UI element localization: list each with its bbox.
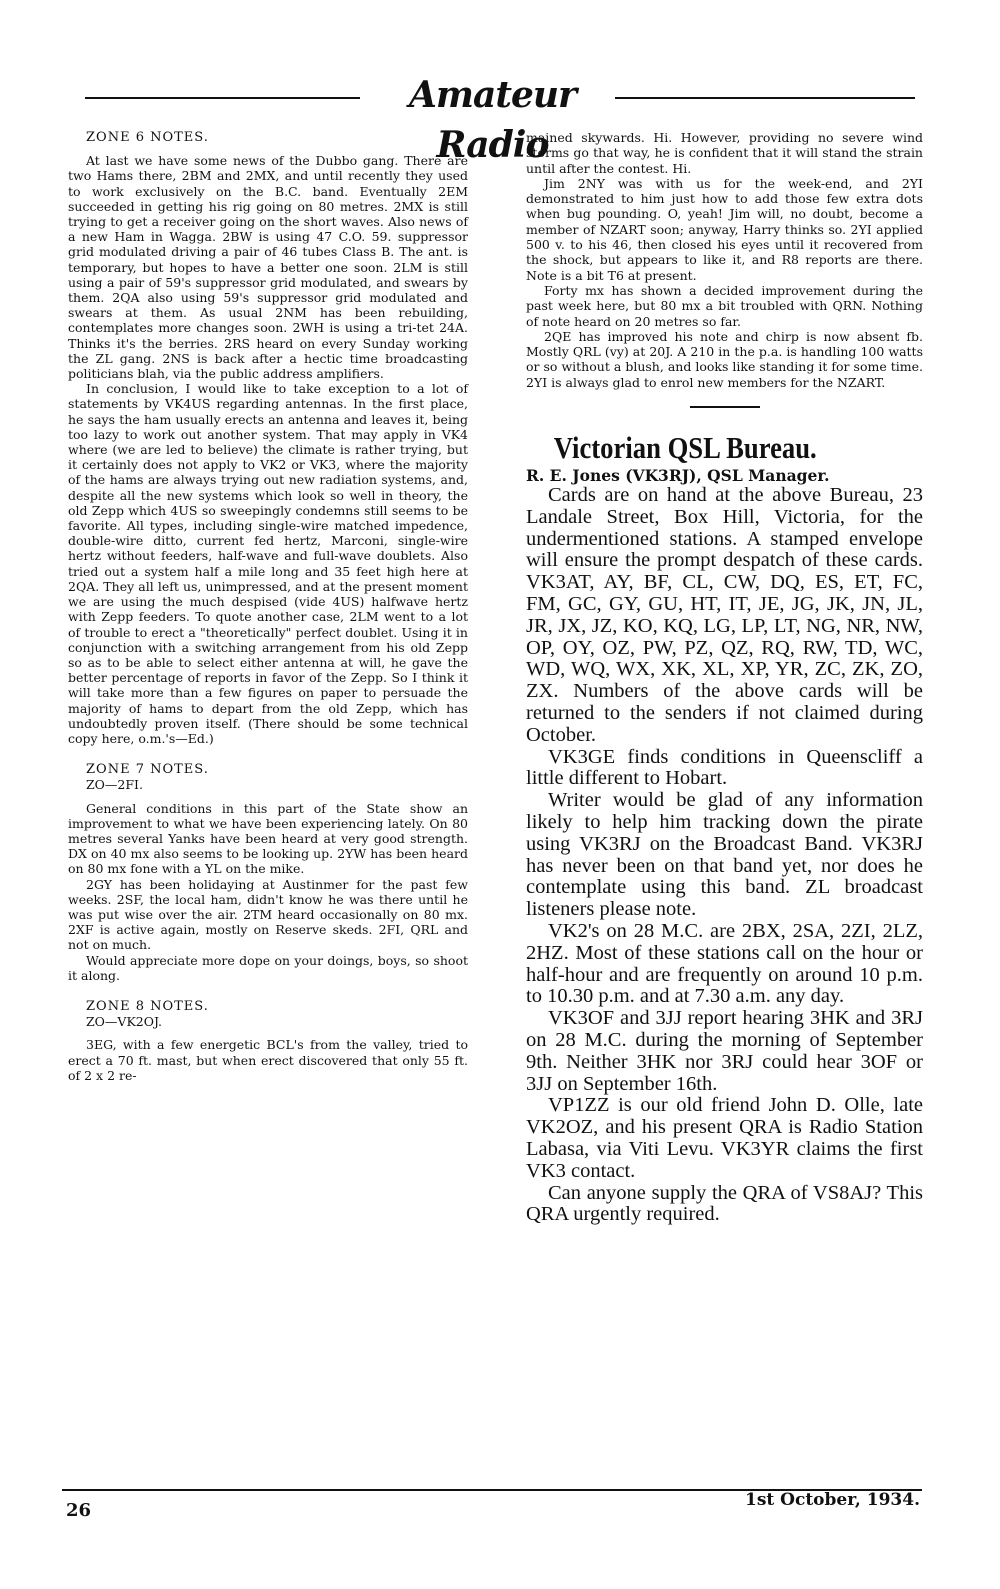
right-column [526, 130, 923, 1226]
continued-paragraph: Forty mx has shown a decided improvement during the past week here, but 80 mx a bit troubled with QRN. Nothing of note heard on 20 metres so far. [526, 282, 923, 329]
bureau-title: Victorian QSL Bureau. [553, 430, 817, 466]
zone8-subhead: ZO—VK2OJ. [86, 1014, 163, 1030]
zone7-paragraph: Would appreciate more dope on your doings, boys, so shoot it along. [68, 952, 468, 983]
bureau-paragraph: VK3OF and 3JJ report hearing 3HK and 3RJ on 28 M.C. during the morning of September 9th. Neither 3HK nor 3RJ could hear 3OF or 3JJ on September 16th. [526, 1007, 923, 1095]
bureau-body [526, 485, 923, 1226]
issue-date: 1st October, 1934. [744, 1490, 920, 1510]
zone6-heading: ZONE 6 NOTES. [86, 130, 209, 145]
zone7-paragraph: 2GY has been holidaying at Austinmer for the past few weeks. 2SF, the local ham, didn't know he was there until he was put wise over the air. 2TM heard occasionally on 80 mx. 2XF is active again, mostly on Reserve skeds. 2FI, QRL and not on much. [68, 876, 468, 953]
bureau-manager: R. E. Jones (VK3RJ), QSL Manager. [526, 466, 830, 486]
masthead-rule-left [85, 97, 360, 99]
zone8-heading: ZONE 8 NOTES. [86, 998, 209, 1014]
bureau-paragraph: Cards are on hand at the above Bureau, 23 Landale Street, Box Hill, Victoria, for the undermentioned stations. A stamped envelope will ensure the prompt despatch of these cards. VK3AT, AY, BF, CL, CW, DQ, ES, ET, FC, FM, GC, GY, GU, HT, IT, JE, JG, JK, JN, JL, JR, JX, JZ, KO, KQ, LG, LP, LT, NG, NR, NW, OP, OY, OZ, PW, PZ, QZ, RQ, RW, TD, WC, WD, WQ, WX, XK, XL, XP, YR, ZC, ZK, ZO, ZX. Numbers of the above cards will be returned to the senders if not claimed during October. [526, 484, 923, 746]
bureau-paragraph: VK2's on 28 M.C. are 2BX, 2SA, 2ZI, 2LZ, 2HZ. Most of these stations call on the hour or half-hour and are frequently on around 10 p.m. to 10.30 p.m. and at 7.30 a.m. any day. [526, 919, 923, 1008]
continued-paragraph: Jim 2NY was with us for the week-end, and 2YI demonstrated to him just how to add those few extra dots when bug pounding. O, yeah! Jim will, no doubt, become a member of NZART soon; anyway, Harry thinks so. 2YI applied 500 v. to his 46, then closed his eyes until it recovered from the shock, but appears to like it, and R8 reports are there. Note is a bit T6 at present. [526, 175, 923, 283]
masthead-rule-right [615, 97, 915, 99]
section-divider [690, 406, 760, 408]
masthead-logo: Amateur Radio [408, 74, 577, 166]
bureau-paragraph: Writer would be glad of any information likely to help him tracking down the pirate using VK3RJ on the Broadcast Band. VK3RJ has never been on that band yet, nor does he contemplate using this band. ZL broadcast listeners please note. [526, 789, 923, 921]
bureau-paragraph: VP1ZZ is our old friend John D. Olle, late VK2OZ, and his present QRA is Radio Station Labasa, via Viti Levu. VK3YR claims the first VK3 contact. [526, 1094, 923, 1182]
continued-notes [526, 130, 923, 390]
bureau-paragraph: VK3GE finds conditions in Queenscliff a little different to Hobart. [526, 745, 923, 790]
continued-paragraph: mained skywards. Hi. However, providing no severe wind storms go that way, he is confident that it will stand the strain until after the contest. Hi. [526, 130, 923, 176]
continued-paragraph: 2QE has improved his note and chirp is now absent fb. Mostly QRL (vy) at 20J. A 210 in the p.a. is handling 100 watts or so without a blush, and looks like standing it for some time. 2YI is always glad to enrol new members for the NZART. [526, 328, 923, 390]
zone6-paragraph: In conclusion, I would like to take exception to a lot of statements by VK4US regarding antennas. In the first place, he says the ham usually erects an antenna and leaves it, being too lazy to work out another system. That may apply in VK4 where (we are led to believe) the climate is rather trying, but it certainly does not apply to VK2 or VK3, where the majority of the hams are always trying out new radiation systems, and, despite all the new systems which look so well in theory, the old Zepp which 4US so sweepingly condemns still seems to be favorite. All types, including single-wire matched impedence, double-wire ditto, current fed hertz, Marconi, single-wire hertz without feeders, half-wave and full-wave doublets. Also tried out a system half a mile long and 35 feet high here at 2QA. They all left us, unimpressed, and at the present moment we are using the much despised (vide 4US) halfwave hertz with Zepp feeders. To quote another case, 2LM went to a lot of trouble to erect a "theoretically" perfect doublet. Using it in conjunction with a switching arrangement from his old Zepp so as to be able to select either antenna at will, he gave the better percentage of reports in favor of the Zepp. So I think it will take more than a few figures on paper to persuade the majority of hams to depart from the old Zepp, which has undoubtedly proven itself. (There should be some technical copy here, o.m.'s—Ed.) [68, 381, 468, 746]
zone7-paragraph: General conditions in this part of the State show an improvement to what we have been experiencing lately. On 80 metres several Yanks have been heard at very good strength. DX on 40 mx also seems to be looking up. 2YW has been heard on 80 mx fone with a YL on the mike. [68, 800, 468, 877]
zone6-paragraph: At last we have some news of the Dubbo gang. There are two Hams there, 2BM and 2MX, and until recently they used to work exclusively on the B.C. band. Eventually 2EM succeeded in getting his rig going on 80 metres. 2MX is still trying to get a receiver going on the short waves. Also news of a new Ham in Wagga. 2BW is using 47 C.O. 59. suppressor grid modulated driving a pair of 46 tubes Class B. The ant. is temporary, but hopes to have a better one soon. 2LM is still using a pair of 59's suppressor grid modulated, and swears by them. 2QA also using 59's suppressor grid modulated and swears at them. As usual 2NM has been rebuilding, contemplates more changes soon. 2WH is using a tri-tet 24A. Thinks it's the berries. 2RS heard on every Sunday working the ZL gang. 2NS is back after a hectic time broadcasting politicians blah, via the public address amplifiers. [68, 153, 468, 382]
zone7-subhead: ZO—2FI. [86, 777, 143, 793]
bureau-paragraph: Can anyone supply the QRA of VS8AJ? This QRA urgently required. [526, 1181, 923, 1226]
left-column [68, 130, 468, 1083]
zone8-paragraph: 3EG, with a few energetic BCL's from the valley, tried to erect a 70 ft. mast, but when erect discovered that only 55 ft. of 2 x 2 re- [68, 1037, 468, 1083]
zone7-heading: ZONE 7 NOTES. [86, 762, 209, 778]
page-number: 26 [66, 1500, 92, 1521]
